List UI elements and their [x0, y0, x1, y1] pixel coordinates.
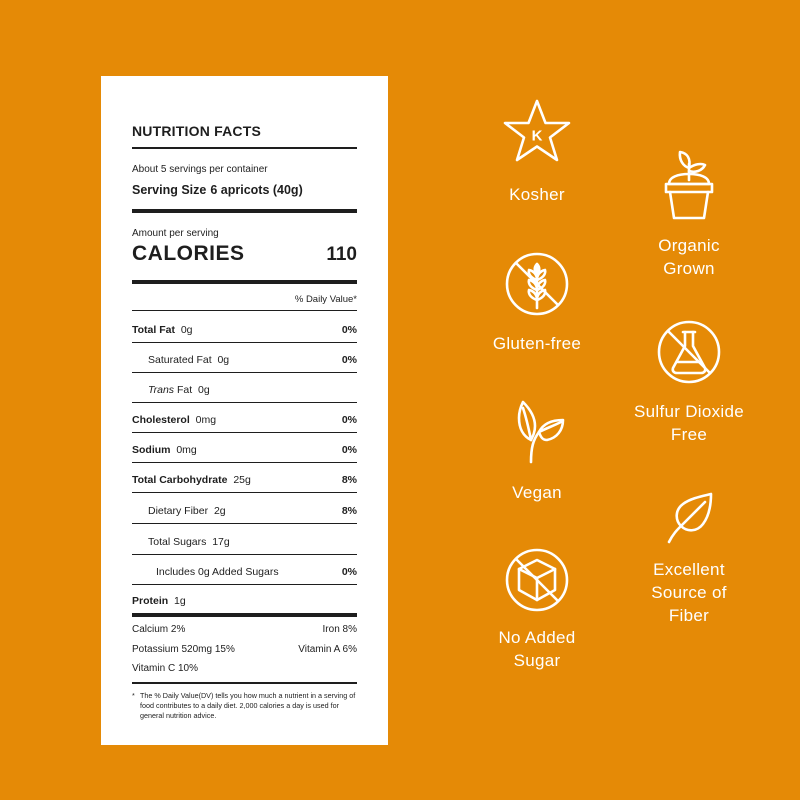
nutrient-dv: 0% — [341, 414, 357, 426]
badge-label-line: Grown — [663, 259, 715, 278]
nutrient-dv: 0% — [341, 566, 357, 578]
nutrient-row-protein — [132, 595, 357, 607]
nutrient-name: Total Carbohydrate — [132, 474, 228, 486]
potassium-value: Potassium 520mg 15% — [132, 644, 235, 655]
divider — [132, 523, 357, 524]
divider — [132, 554, 357, 555]
leaf-icon — [661, 490, 717, 546]
badge-label: Kosher — [509, 185, 565, 204]
nutrient-amount: 0mg — [176, 444, 197, 456]
serving-size-value: 6 apricots (40g) — [210, 183, 303, 197]
nutrient-row-added-sugars — [132, 566, 357, 578]
nutrient-amount: 25g — [233, 474, 251, 486]
badge-label: Vegan — [512, 483, 562, 502]
nutrient-row-dietary-fiber — [132, 505, 357, 517]
sprout-pot-icon — [657, 146, 721, 222]
badge-excellent-source-of-fiber — [630, 490, 748, 627]
calories-label: CALORIES — [132, 242, 245, 265]
nutrient-dv: 0% — [341, 324, 357, 336]
nutrient-amount: 1g — [174, 595, 186, 607]
badge-label-line: Source of — [651, 583, 727, 602]
badge-label-line: Fiber — [668, 606, 710, 625]
badge-label-line: Free — [670, 425, 708, 444]
nutrient-name-suffix: Fat — [176, 384, 193, 396]
nutrient-amount: 0g — [217, 354, 230, 366]
nutrient-name: Total Fat — [132, 324, 175, 336]
divider — [132, 342, 357, 343]
calories-row — [132, 242, 357, 266]
footnote — [132, 691, 357, 721]
nutrient-name: Dietary Fiber — [148, 505, 209, 517]
no-wheat-icon — [503, 250, 571, 318]
badge-label-line: No Added — [498, 628, 576, 647]
divider — [132, 209, 357, 213]
divider — [132, 372, 357, 373]
serving-size — [132, 183, 303, 197]
iron-value: Iron 8% — [322, 624, 357, 635]
badge-no-added-sugar — [482, 546, 592, 672]
nutrient-row-total-fat — [132, 324, 357, 336]
divider — [132, 280, 357, 284]
vitamin-row-3 — [132, 663, 357, 674]
nutrient-name: Includes 0g Added Sugars — [156, 566, 279, 578]
no-flask-icon — [655, 318, 723, 386]
footnote-star: * — [132, 691, 135, 700]
divider — [132, 492, 357, 493]
no-sugar-cube-icon — [503, 546, 571, 614]
serving-size-label: Serving Size — [132, 183, 207, 197]
nutrient-row-sodium — [132, 444, 357, 456]
vitamin-c-value: Vitamin C 10% — [132, 663, 198, 674]
vitamin-a-value: Vitamin A 6% — [298, 644, 357, 655]
nutrient-amount: 0mg — [195, 414, 217, 426]
nutrient-dv: 0% — [341, 444, 357, 456]
nutrient-row-cholesterol — [132, 414, 357, 426]
badge-gluten-free — [482, 250, 592, 355]
nutrient-amount: 17g — [212, 536, 230, 548]
calcium-value: Calcium 2% — [132, 624, 186, 635]
nutrient-amount: 0g — [198, 384, 210, 396]
nutrient-row-total-sugars — [132, 536, 357, 548]
nutrient-name: Cholesterol — [132, 414, 190, 426]
badge-label-line: Organic — [658, 236, 720, 255]
badge-label — [482, 626, 592, 672]
divider — [132, 584, 357, 585]
calories-value: 110 — [326, 244, 357, 265]
badge-label — [617, 400, 761, 446]
divider — [132, 402, 357, 403]
badge-kosher — [482, 97, 592, 206]
nutrition-facts-label — [101, 76, 388, 745]
nutrient-name: Sodium — [132, 444, 171, 456]
nutrient-row-saturated-fat — [132, 354, 357, 366]
badge-label — [634, 234, 744, 280]
kosher-letter: K — [531, 127, 543, 145]
badge-label-line: Sulfur Dioxide — [633, 402, 745, 421]
divider — [132, 432, 357, 433]
divider — [132, 310, 357, 311]
nutrient-row-trans-fat — [132, 384, 357, 396]
nutrient-name: Total Sugars — [148, 536, 207, 548]
nutrient-dv: 8% — [341, 474, 357, 486]
servings-per-container: About 5 servings per container — [132, 164, 268, 175]
nutrition-title: NUTRITION FACTS — [132, 123, 261, 139]
vitamin-row-1 — [132, 624, 357, 635]
nutrient-dv: 0% — [341, 354, 357, 366]
badge-sulfur-dioxide-free — [617, 318, 761, 446]
badge-vegan — [482, 400, 592, 504]
badge-label: Gluten-free — [492, 334, 582, 353]
divider — [132, 147, 357, 149]
nutrient-name: Saturated Fat — [148, 354, 212, 366]
nutrient-amount: 0g — [180, 324, 193, 336]
nutrient-amount: 2g — [213, 505, 226, 517]
footnote-text: The % Daily Value(DV) tells you how much a nutrient in a serving of food contributes to a daily diet. 2,000 calories a day is used for general nutrition advice. — [140, 691, 356, 720]
divider — [132, 462, 357, 463]
badge-label-line: Sugar — [513, 651, 561, 670]
kosher-star-icon — [501, 97, 573, 169]
nutrient-dv: 8% — [341, 505, 357, 517]
badge-label — [630, 558, 748, 627]
daily-value-header: % Daily Value* — [294, 294, 357, 305]
vitamin-row-2 — [132, 644, 357, 655]
divider — [132, 682, 357, 684]
nutrient-row-total-carbohydrate — [132, 474, 357, 486]
badge-organic-grown — [634, 146, 744, 280]
divider — [132, 613, 357, 617]
leaves-icon — [507, 400, 567, 464]
nutrient-name: Trans — [148, 384, 175, 396]
nutrient-name: Protein — [132, 595, 169, 607]
amount-per-serving: Amount per serving — [132, 228, 219, 239]
badge-label-line: Excellent — [653, 560, 725, 579]
